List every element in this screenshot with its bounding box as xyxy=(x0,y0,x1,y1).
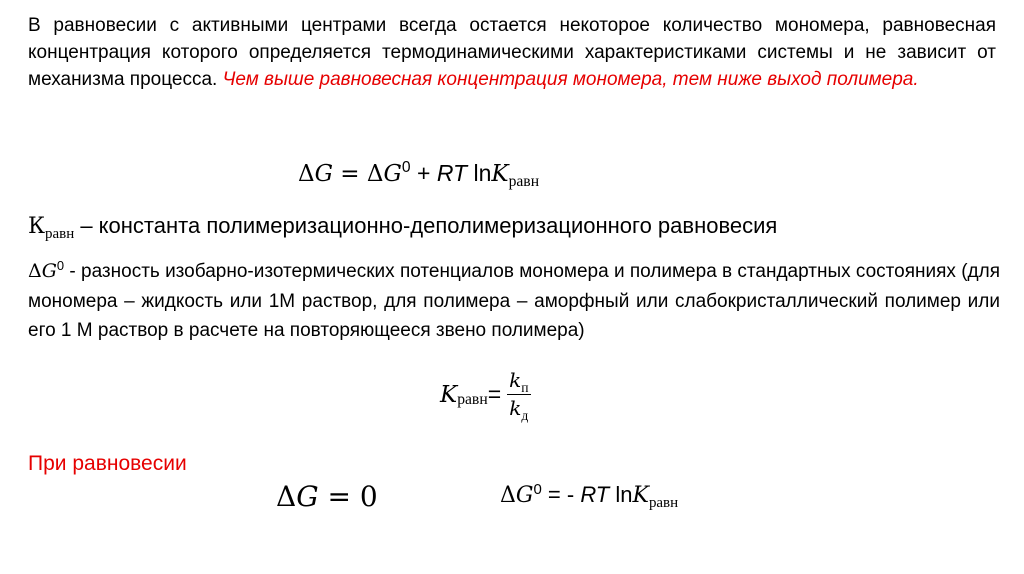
fraction-numerator xyxy=(507,368,530,394)
eq1-rt: RT xyxy=(436,160,468,186)
eq3-equals-zero: = 0 xyxy=(318,480,378,513)
gibbs-equation xyxy=(298,159,540,191)
eq3-g: G xyxy=(296,480,319,513)
eq4-delta: Δ xyxy=(500,483,516,508)
eq1-delta: Δ xyxy=(298,161,315,187)
equilibrium-equation xyxy=(276,480,378,513)
eq4-ln: ln xyxy=(609,482,633,507)
eq4-equals: = - xyxy=(541,482,581,507)
eq4-superscript: 0 xyxy=(533,480,542,498)
eq1-g2: G xyxy=(383,161,402,187)
eq1-superscript: 0 xyxy=(401,159,411,177)
eq1-k: K xyxy=(491,161,509,187)
delta-g-definition xyxy=(28,257,1000,345)
eq3-delta: Δ xyxy=(276,480,297,513)
eq2-fraction xyxy=(507,368,530,421)
eq4-subscript: равн xyxy=(648,495,679,512)
standard-gibbs-equation xyxy=(500,480,679,512)
eq2-subscript: равн xyxy=(457,390,488,408)
para2-g: G xyxy=(41,260,57,282)
eq4-k: K xyxy=(632,483,649,508)
highlight-text: Чем выше равновесная концентрация мономера, тем ниже выход полимера. xyxy=(222,69,919,90)
num-subscript: п xyxy=(521,379,529,395)
eq1-equals: = xyxy=(333,161,367,187)
para2-delta: Δ xyxy=(28,260,42,282)
den-subscript: д xyxy=(521,407,529,423)
eq1-delta2: Δ xyxy=(366,161,384,187)
kdef-text: – константа полимеризационно-деполимеризационного равновесия xyxy=(74,213,778,238)
fraction-denominator xyxy=(507,395,530,421)
num-k: k xyxy=(509,368,522,392)
kdef-subscript: равн xyxy=(45,226,75,243)
para2-superscript: 0 xyxy=(56,257,65,273)
eq4-rt: RT xyxy=(580,482,610,507)
eq1-plus: + xyxy=(410,160,437,186)
para2-text: - разность изобарно-изотермических потенциалов мономера и полимера в стандартных состояниях (для мономера – жидкость или 1М раствор, для полимера – аморфный или слабокристаллический полимер или его 1 М раствор в расчете на повторяющееся звено полимера) xyxy=(28,261,1000,341)
k-ratio-equation xyxy=(440,368,531,421)
equilibrium-label: При равновесии xyxy=(28,452,187,475)
intro-paragraph xyxy=(28,12,996,93)
intro-text: В равновесии с активными центрами всегда остается некоторое количество мономера, равновесная концентрация которого определяется термодинамическими характеристиками системы и не зависит от механизма процесса. xyxy=(28,15,996,90)
eq4-g: G xyxy=(515,483,534,508)
den-k: k xyxy=(509,396,522,420)
k-definition xyxy=(28,213,778,243)
eq2-equals: = xyxy=(487,381,502,407)
eq2-k: K xyxy=(440,381,458,408)
eq1-subscript: равн xyxy=(508,173,540,191)
kdef-k: К xyxy=(28,214,46,239)
eq1-g: G xyxy=(314,161,333,187)
eq1-ln: ln xyxy=(467,160,492,186)
